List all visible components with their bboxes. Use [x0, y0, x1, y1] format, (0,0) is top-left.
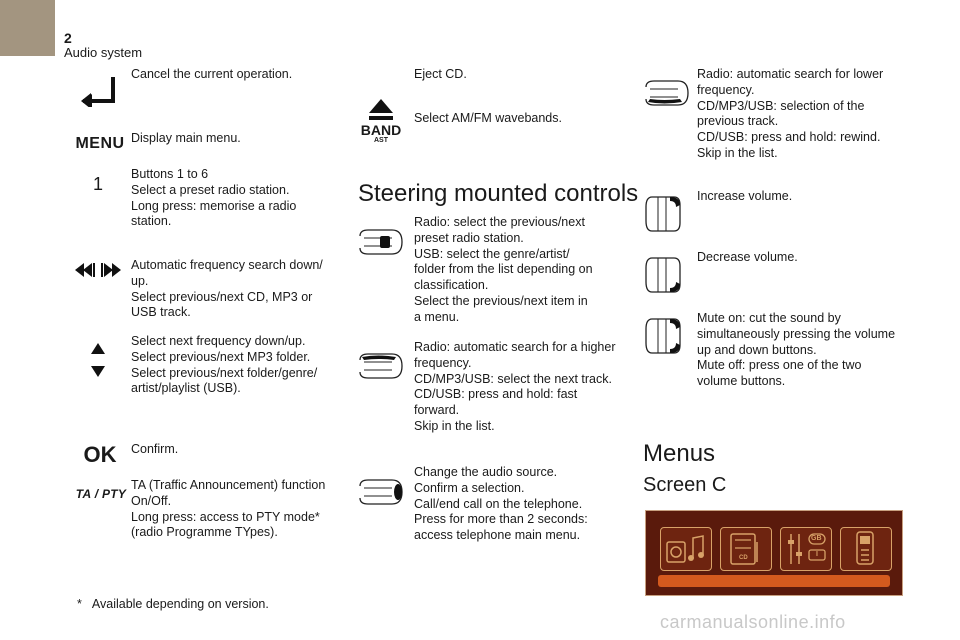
item-text: Buttons 1 to 6 Select a preset radio station. Long press: memorise a radio station. [131, 167, 297, 229]
menus-heading: Menus [643, 440, 716, 467]
ok-label-icon: OK [83, 442, 117, 467]
stalk-volume-down-icon [643, 253, 685, 297]
item-text: TA (Traffic Announcement) function On/Off. Long press: access to PTY mode* (radio Programme TYpes). [131, 478, 326, 540]
left-item-ok [131, 442, 178, 458]
up-down-arrows-icon [90, 343, 106, 377]
item-text: Radio: select the previous/next preset radio station. USB: select the genre/artist/ folder from the list depending on classification. Select the previous/next item in a menu. [414, 215, 593, 324]
settings-tile [780, 527, 832, 571]
steering-item-preset [414, 215, 593, 326]
screen-c-display [645, 510, 903, 596]
ta-pty-label-icon: TA / PTY [75, 487, 127, 501]
return-arrow-icon [76, 72, 120, 108]
number-one-icon: 1 [92, 173, 103, 194]
item-text: Radio: automatic search for a higher frequency. CD/MP3/USB: select the next track. CD/USB: press and hold: fast forward. Skip in the list. [414, 340, 616, 433]
left-item-buttons [131, 167, 296, 230]
cd-label: CD [739, 555, 748, 561]
cd-changer-icon [721, 528, 771, 568]
ast-label: AST [374, 136, 388, 144]
item-text: Confirm. [131, 442, 179, 456]
item-text: Increase volume. [697, 189, 793, 203]
footnote-mark: * [77, 597, 82, 611]
media-icon [661, 528, 711, 568]
left-item-seek [131, 258, 323, 321]
mid-item-eject [414, 67, 467, 83]
stalk-top-button-icon [358, 351, 404, 381]
i-label: I [816, 551, 818, 558]
band-label: BAND [360, 121, 402, 138]
gb-label: GB [811, 535, 822, 542]
section-title: Audio system [64, 45, 143, 60]
right-item-volume-down [697, 250, 798, 266]
chapter-tab [0, 0, 55, 56]
mid-item-band [414, 111, 562, 127]
page-number: 2 [64, 30, 72, 46]
item-text: Display main menu. [131, 131, 241, 145]
phone-icon [841, 528, 891, 568]
screen-c-heading: Screen C [643, 474, 727, 496]
watermark: carmanualsonline.info [660, 612, 846, 632]
stalk-rear-wheel-icon [358, 227, 404, 257]
item-text: Radio: automatic search for lower frequency. CD/MP3/USB: selection of the previous track. CD/USB: press and hold: rewind. Skip in the list. [697, 67, 884, 160]
seek-arrows-icon [74, 262, 122, 278]
item-text: Change the audio source. Confirm a selection. Call/end call on the telephone. Press for more than 2 seconds: access telephone main menu. [414, 465, 588, 543]
stalk-end-button-icon [358, 477, 404, 507]
item-text: Select next frequency down/up. Select previous/next MP3 folder. Select previous/next folder/genre/ artist/playlist (USB). [131, 334, 318, 396]
left-item-folder [131, 334, 317, 397]
item-text: Automatic frequency search down/ up. Select previous/next CD, MP3 or USB track. [131, 258, 323, 320]
stalk-mute-icon [643, 314, 685, 358]
item-text: Select AM/FM wavebands. [414, 111, 562, 125]
footnote [77, 597, 269, 611]
item-text: Eject CD. [414, 67, 467, 81]
item-text: Decrease volume. [697, 250, 798, 264]
steering-controls-heading: Steering mounted controls [358, 180, 639, 207]
left-item-menu [131, 131, 241, 147]
menu-label-icon: MENU [75, 135, 125, 152]
eject-icon [368, 98, 394, 122]
cd-tile [720, 527, 772, 571]
sliders-icon [781, 528, 831, 568]
band-ast-icon [359, 122, 403, 146]
right-item-mute [697, 311, 895, 390]
item-text: Mute on: cut the sound by simultaneously pressing the volume up and down buttons. Mute off: press one of the two volume buttons. [697, 311, 896, 389]
steering-item-source [414, 465, 588, 544]
right-item-seek-down [697, 67, 883, 162]
phone-tile [840, 527, 892, 571]
right-item-volume-up [697, 189, 792, 205]
footnote-text: Available depending on version. [91, 597, 269, 611]
stalk-bottom-button-icon [644, 78, 690, 108]
item-text: Cancel the current operation. [131, 67, 293, 81]
screen-selection-bar [658, 575, 890, 587]
steering-item-seek-up [414, 340, 616, 435]
media-tile [660, 527, 712, 571]
left-item-cancel [131, 67, 292, 83]
left-item-ta [131, 478, 325, 541]
stalk-volume-up-icon [643, 192, 685, 236]
